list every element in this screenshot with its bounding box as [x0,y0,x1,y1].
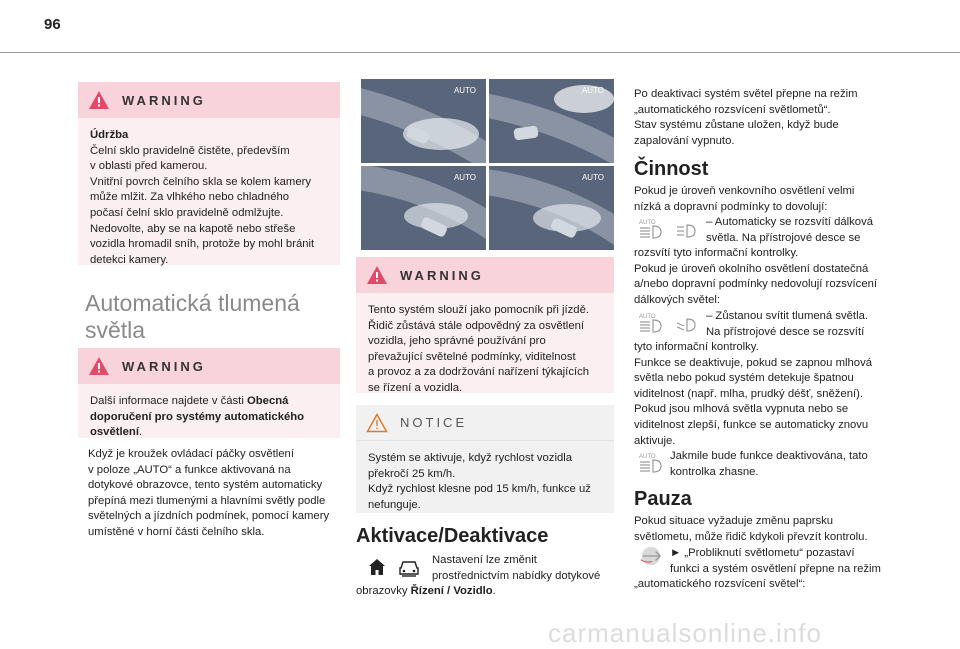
text-line: nízká a dopravní podmínky to dovolují: [634,200,828,213]
heading-pause: Pauza [634,488,692,510]
warning-line: počasí čelní sklo pravidelně odmlžujte. [90,206,284,219]
top-divider [0,52,960,53]
warning-box-maintenance [78,82,340,265]
auto-indicator: AUTO [453,86,477,95]
warning-line: Řidič zůstává stále odpovědný za osvětlení [368,319,585,332]
low-beam-text [706,309,906,340]
auto-high-beam-icons [637,217,697,241]
low-beam-icon [675,317,699,333]
text-line: – Automaticky se rozsvítí dálková [706,216,874,228]
pause-paragraph-a [634,514,914,545]
warning-line: vozidla, jeho správné používání pro [368,335,546,348]
warning-icon [88,90,110,110]
text-line: Pokud situace vyžaduje změnu paprsku [634,515,834,527]
warning-line: se řízení a vozidla. [368,381,463,394]
operation-paragraph-b [634,246,914,308]
text-line: v poloze „AUTO“ a funkce aktivovaná na [88,463,291,476]
warning-body [78,384,340,451]
warning-box-assist [356,257,614,393]
text-line: tyto informační kontrolky. [634,341,759,353]
indicator-off-text [670,449,910,480]
page-number: 96 [44,16,61,33]
text-line [356,584,614,600]
text-line: Jakmile bude funkce deaktivována, tato [670,450,868,462]
notice-icon [366,413,388,433]
text-line: a/nebo dopravní podmínky nedovolují rozsvícení [634,278,878,291]
text-line: Když je kroužek ovládací páčky osvětlení [88,448,294,460]
heading-operation: Činnost [634,158,709,180]
text-line: aktivuje. [634,434,676,447]
notice-line: nefunguje. [368,498,421,511]
notice-line: Když rychlost klesne pod 15 km/h, funkce už [368,483,591,496]
text-line: světla nebo pokud systém detekuje špatnou [634,372,854,385]
warning-header [78,348,340,384]
text-line: Po deaktivaci systém světel přepne na režim [634,88,858,100]
flash-text [670,546,915,577]
warning-text: Další informace najdete v části [90,395,247,407]
section-title-line: světla [85,317,146,343]
warning-line: Tento systém slouží jako pomocník při jízdě. [368,304,590,316]
warning-line: převažující světelné podmínky, viditelnost [368,350,576,363]
warning-box-info [78,348,340,438]
auto-indicator: AUTO [453,173,477,182]
section-title [85,290,300,344]
activation-text [356,553,614,600]
text-line: světlometu, může řidič kdykoli převzít kontrolu. [634,530,868,543]
text-line: viditelnost zlepší, funkce se automaticky znovu [634,418,869,431]
auto-high-beam-icon [637,451,665,473]
text-line: Funkce se deaktivuje, pokud se zapnou mlhová [634,356,873,369]
operation-paragraph-c [634,340,914,449]
illustration-3 [361,166,486,250]
auto-icon-label: AUTO [639,454,656,460]
warning-line: a provoz a za dodržování nařízení týkajících [368,366,590,379]
text-line: viditelnost (např. mlha, prudký déšť, sněžení). [634,387,864,400]
text-line: Pokud je úroveň okolního osvětlení dostatečná [634,262,869,275]
text-line: Pokud je úroveň venkovního osvětlení velmi [634,185,855,197]
warning-line: detekci kamery. [90,253,169,266]
warning-title: WARNING [122,92,206,108]
notice-header [356,405,614,441]
warning-link-text: Obecná doporučení pro systémy automatického osvětlení [90,395,305,439]
text-line: Stav systému zůstane uložen, když bude [634,119,839,132]
deactivation-paragraph [634,87,904,149]
text-line: světelných a jízdních podmínek, pomocí kamery [88,510,330,523]
auto-indicator: AUTO [581,86,605,95]
auto-low-beam-icons [637,311,697,335]
text-line: – Zůstanou svítit tlumená světla. [706,310,869,322]
auto-icon-label: AUTO [639,314,656,320]
headlight-illustrations [361,79,614,250]
notice-body [356,441,614,523]
operation-paragraph-a [634,184,904,215]
warning-line: v oblasti před kamerou. [90,160,208,173]
warning-heading: Údržba [90,129,129,141]
notice-line: překročí 25 km/h. [368,467,456,480]
auto-indicator: AUTO [581,173,605,182]
high-beam-text [706,215,906,246]
illustration-4 [489,166,614,250]
warning-icon [366,265,388,285]
pause-paragraph-b: „automatického rozsvícení světel“: [634,578,806,590]
text-span: obrazovky [356,585,411,598]
menu-path: Řízení / Vozidlo [410,585,493,598]
text-line: Pokud jsou mlhová světla vypnuta nebo se [634,403,849,416]
warning-header [78,82,340,118]
auto-icon-label: AUTO [639,220,656,226]
warning-title: WARNING [400,267,484,283]
warning-line: Nedovolte, aby se na kapotě nebo střeše [90,222,296,235]
text-line: zapalování vypnuto. [634,134,735,147]
warning-title: WARNING [122,358,206,374]
intro-paragraph [88,447,348,541]
text-line: dotykové obrazovce, tento systém automaticky [88,479,323,492]
text-line: rozsvítí tyto informační kontrolky. [634,247,799,259]
illustration-2 [489,79,614,163]
text-line: Nastavení lze změnit [432,554,537,566]
warning-body [356,293,614,407]
illustration-1 [361,79,486,163]
headlamp-flash-icon [637,545,665,567]
warning-line: Čelní sklo pravidelně čistěte, především [90,144,290,157]
auto-high-beam-icon [637,311,665,333]
text-line: kontrolka zhasne. [670,465,759,478]
text-line: „automatického rozsvícení světlometů“. [634,103,831,116]
warning-line: může mlžit. Za vlhkého nebo chladného [90,191,290,204]
warning-icon [88,356,110,376]
text-line: funkci a systém osvětlení přepne na režim [670,562,881,575]
text-line: dálkových světel: [634,293,721,306]
text-line: Na přístrojové desce se rozsvítí [706,325,865,338]
high-beam-icon [675,223,699,239]
warning-line: Vnitřní povrch čelního skla se kolem kamery [90,175,312,188]
heading-activation: Aktivace/Deaktivace [356,525,549,547]
warning-header [356,257,614,293]
section-title-line: Automatická tlumená [85,290,300,316]
warning-body [78,118,340,278]
warning-text-end: . [138,426,143,439]
text-line: přepíná mezi tlumenými a hlavními světly podle [88,494,326,507]
text-span: . [492,585,496,598]
text-line: umístěné v horní části čelního skla. [88,525,265,538]
text-line: světla. Na přístrojové desce se [706,231,861,244]
text-line: prostřednictvím nabídky dotykové [432,569,601,582]
auto-high-beam-icon [637,217,665,239]
watermark: carmanualsonline.info [548,618,822,648]
notice-title: NOTICE [400,415,468,430]
notice-box [356,405,614,513]
text-line: ► „Probliknutí světlometu“ pozastaví [670,547,855,559]
warning-line: vozidla hromadil sníh, protože by mohl bránit [90,238,315,251]
notice-line: Systém se aktivuje, když rychlost vozidla [368,452,573,464]
